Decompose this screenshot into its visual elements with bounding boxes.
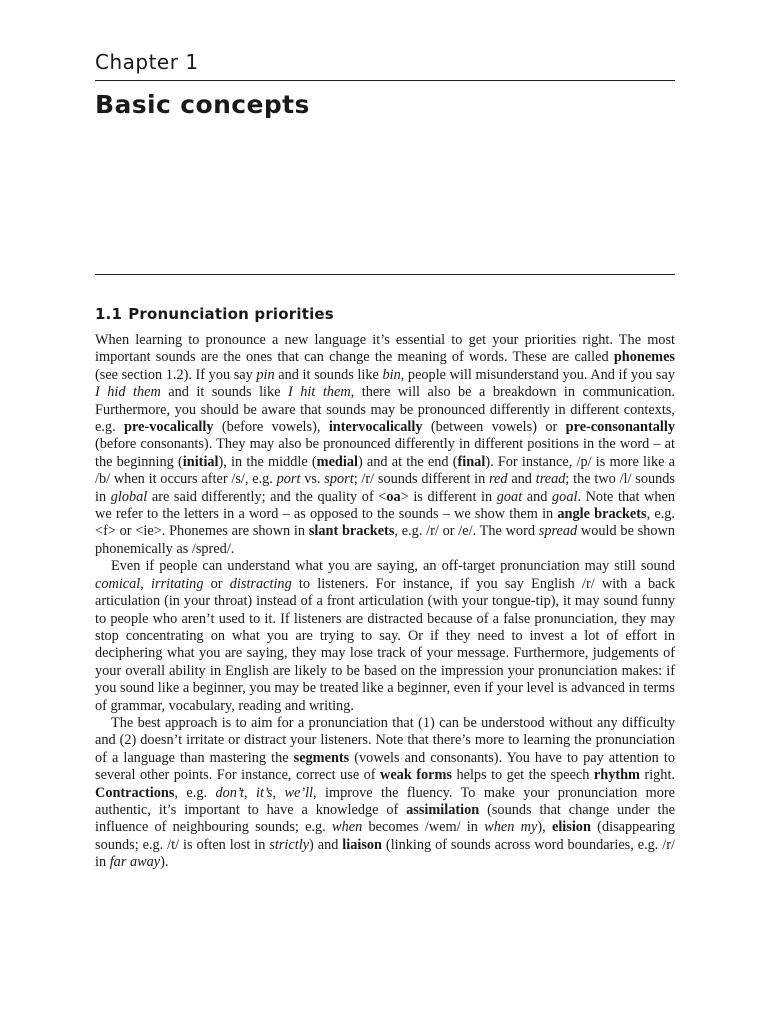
text-run: , [244,784,257,801]
text-run: ). For instance, /p/ is more like a /b/ when it occurs after /s/, e.g. [95,453,676,488]
bold-term: final [457,453,486,470]
bold-term: rhythm [593,767,640,784]
bold-term: oa [386,488,401,505]
bold-term: weak forms [380,767,452,784]
italic-term: I hit them [288,384,351,401]
italic-term: red [489,471,508,488]
text-run: ; the two /l/ sounds in [95,471,675,505]
italic-term: spread [538,523,578,540]
section-number: 1.1 [95,305,123,323]
section-heading [95,305,334,323]
text-run: ; /r/ sounds different in [353,471,490,488]
text-run: , improve the fluency. To make your pronunciation more authentic, it’s important to have a knowledge of [95,784,675,818]
bold-term: intervocalically [328,419,423,436]
section-title: Pronunciation priorities [128,305,334,323]
text-run: (linking of sounds across word boundaries, e.g. /r/ in [95,836,675,871]
italic-term: tread [535,471,566,488]
text-run: , there will also be a breakdown in communication. Furthermore, you should be aware that sounds may be pronounced differently in different contexts, e.g. [95,384,675,436]
chapter-title: Basic concepts [95,90,310,119]
italic-term: sport [324,471,354,488]
italic-term: comical [95,575,141,592]
text-run: vs. [300,471,325,488]
text-run: and it sounds like [274,366,383,383]
text-run: (disappearing sounds; e.g. /t/ is often lost in [95,819,675,853]
paragraph-1 [95,332,675,558]
text-run: to listeners. For instance, if you say English /r/ with a back articulation (in your throat) instead of a front articulation (with your tongue-tip), it may sound funny to people who aren’t used to it. If listeners are distracted because of a false pronunciation, they may stop concentrating on what you are trying to say. Or if they need to invest a lot of effort in deciphering what you are saying, they may lose track of your message. Furthermore, judgements of your overall ability in English are likely to be based on the impression your pronunciation makes: if you sound like a beginner, you may be treated like a beginner, even if your level is advanced in terms of grammar, vocabulary, reading and writing. [95,575,675,714]
text-run: , people will misunderstand you. And if you say [400,366,675,383]
text-run: ) and at the end ( [357,453,458,470]
bold-term: phonemes [613,349,675,366]
italic-term: strictly [269,836,310,853]
text-run: helps to get the speech [451,767,594,784]
text-run: Even if people can understand what you are saying, an off-target pronunciation may still sound [111,558,675,575]
body-text [95,332,675,872]
bold-term: slant brackets [308,523,395,540]
text-run: When learning to pronounce a new language it’s essential to get your priorities right. The most important sounds are the ones that can change the meaning of words. These are called [95,332,675,366]
bold-term: liaison [342,836,383,853]
italic-term: when my [484,819,538,836]
text-run: The best approach is to aim for a pronunciation that (1) can be understood without any difficulty and (2) doesn’t irritate or distract your listeners. Note that there’s more to learning the pronunciation of a language than mastering the [95,714,675,766]
text-run: ), in the middle ( [218,453,317,470]
text-run: and [507,471,536,488]
text-run: or [203,575,230,592]
text-run: , e.g. /r/ or /e/. The word [394,523,539,540]
italic-term: bin [382,366,401,383]
bold-term: pre-consonantally [565,419,676,436]
text-run: (between vowels) or [422,419,566,436]
text-run: , e.g. [174,784,216,801]
text-run: and it sounds like [160,384,289,401]
italic-term: far away [109,854,161,871]
paragraph-3 [95,715,675,872]
italic-term: irritating [151,575,204,592]
text-run: would be shown phonemically as /spred/. [95,523,676,557]
chapter-bottom-rule [95,274,675,275]
italic-term: global [110,488,148,505]
italic-term: distracting [229,575,292,592]
bold-term: assimilation [406,801,480,818]
text-run: becomes /wem/ in [362,819,485,836]
text-run: > is different in [400,488,497,505]
italic-term: goal [552,488,578,505]
text-run: ) and [309,836,343,853]
bold-term: initial [182,453,219,470]
italic-term: when [332,819,363,836]
text-run: (vowels and consonants). You have to pay attention to several other points. For instance, correct use of [95,749,676,784]
bold-term: Contractions [95,784,175,801]
chapter-label: Chapter 1 [95,50,199,74]
italic-term: we’ll [284,784,314,801]
italic-term: pin [256,366,275,383]
text-run: ). [160,854,169,871]
text-run: (before consonants). They may also be pronounced differently in different positions in the word – at the beginning ( [95,436,675,470]
italic-term: it’s [256,784,273,801]
italic-term: goat [496,488,523,505]
bold-term: elision [551,819,591,836]
text-run: are said differently; and the quality of < [147,488,387,505]
chapter-top-rule [95,80,675,81]
text-run: , [272,784,285,801]
text-run: right. [639,767,676,784]
bold-term: segments [293,749,350,766]
bold-term: pre-vocalically [124,419,214,436]
text-run: , e.g. <f> or <ie>. Phonemes are shown in [95,506,675,540]
text-run: (sounds that change under the influence of neighbouring sounds; e.g. [95,801,676,836]
italic-term: don’t [215,784,245,801]
text-run: . Note that when we refer to the letters in a word – as opposed to the sounds – we show them in [95,488,675,523]
bold-term: angle brackets [557,506,647,523]
italic-term: port [276,471,301,488]
text-run: , [140,575,152,592]
paragraph-2 [95,558,675,715]
text-run: (before vowels), [213,419,329,436]
text-run: and [522,488,553,505]
text-run: ), [537,819,552,836]
text-run: (see section 1.2). If you say [95,366,257,383]
italic-term: I hid them [95,384,161,401]
bold-term: medial [316,453,358,470]
